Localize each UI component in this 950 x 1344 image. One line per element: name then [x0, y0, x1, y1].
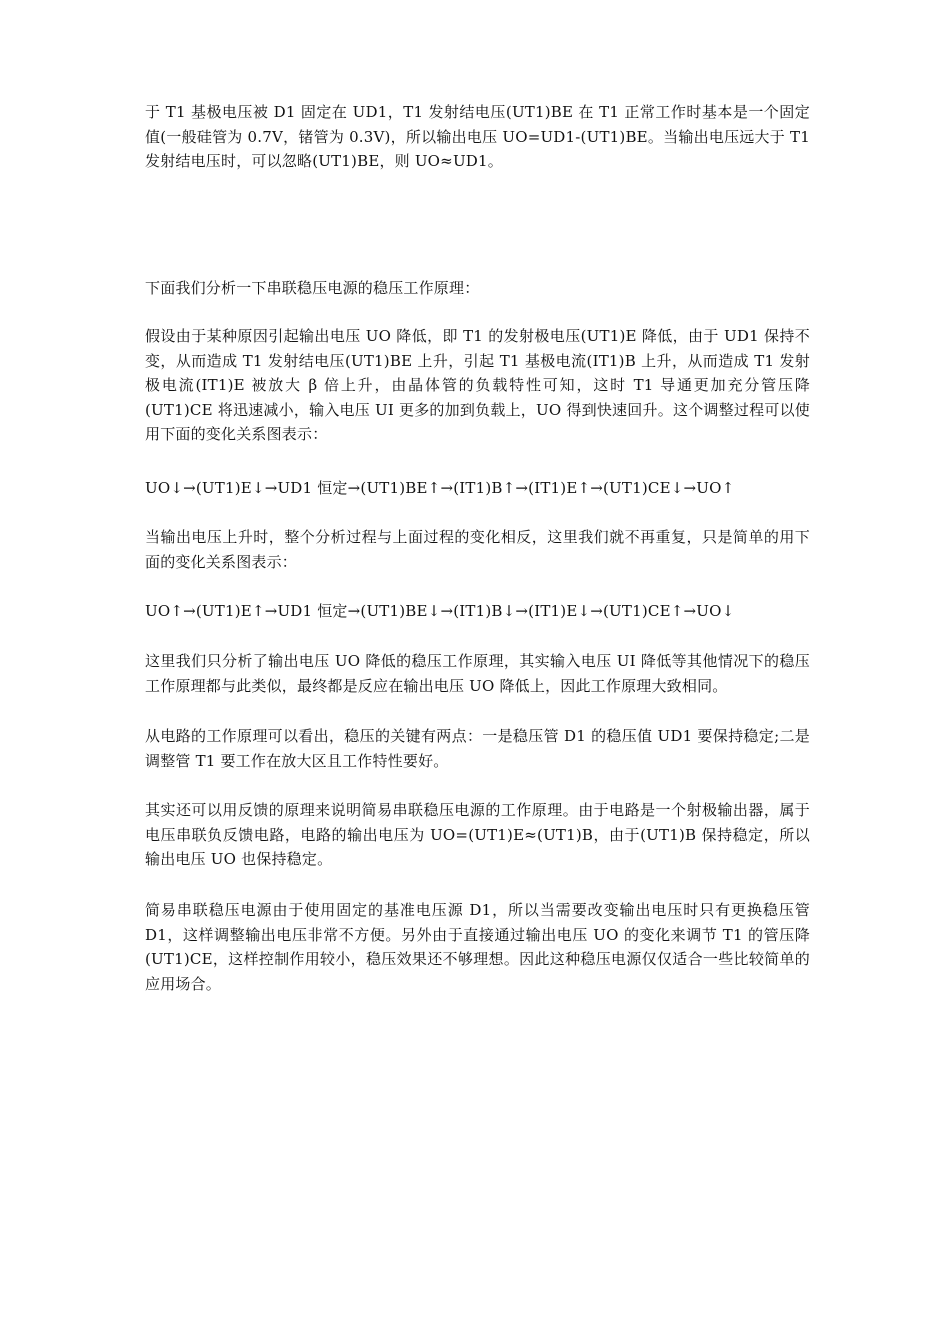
paragraph-feedback-principle: 其实还可以用反馈的原理来说明简易串联稳压电源的工作原理。由于电路是一个射极输出器，属于电压串联负反馈电路，电路的输出电压为 UO=(UT1)E≈(UT1)B，由于(UT1)B 保持稳定，所以输出电压 UO 也保持稳定。 [145, 801, 810, 868]
paragraph-other-cases: 这里我们只分析了输出电压 UO 降低的稳压工作原理，其实输入电压 UI 降低等其他情况下的稳压工作原理都与此类似，最终都是反应在输出电压 UO 降低上，因此工作原理大致相同。 [145, 652, 810, 695]
paragraph-intro: 于 T1 基极电压被 D1 固定在 UD1，T1 发射结电压(UT1)BE 在 T1 正常工作时基本是一个固定值(一般硅管为 0.7V，锗管为 0.3V)，所以输出电压 UO=UD1-(UT1)BE。当输出电压远大于 T1 发射结电压时，可以忽略(UT1)BE，则 UO≈UD1。 [145, 103, 810, 170]
paragraph-relation-chain-rise: UO↑→(UT1)E↑→UD1 恒定→(UT1)BE↓→(IT1)B↓→(IT1)E↓→(UT1)CE↑→UO↓ [145, 602, 735, 620]
paragraph-key-points: 从电路的工作原理可以看出，稳压的关键有两点：一是稳压管 D1 的稳压值 UD1 要保持稳定;二是调整管 T1 要工作在放大区且工作特性要好。 [145, 727, 810, 770]
paragraph-limitations: 简易串联稳压电源由于使用固定的基准电压源 D1，所以当需要改变输出电压时只有更换稳压管 D1，这样调整输出电压非常不方便。另外由于直接通过输出电压 UO 的变化来调节 T1 的管压降(UT1)CE，这样控制作用较小，稳压效果还不够理想。因此这种稳压电源仅仅适合一些比较简单的应用场合。 [145, 901, 810, 993]
paragraph-section-heading: 下面我们分析一下串联稳压电源的稳压工作原理： [145, 279, 480, 297]
paragraph-relation-chain-drop: UO↓→(UT1)E↓→UD1 恒定→(UT1)BE↑→(IT1)B↑→(IT1)E↑→(UT1)CE↓→UO↑ [145, 479, 735, 497]
paragraph-voltage-drop-analysis: 假设由于某种原因引起输出电压 UO 降低，即 T1 的发射极电压(UT1)E 降低，由于 UD1 保持不变，从而造成 T1 发射结电压(UT1)BE 上升，引起 T1 基极电流(IT1)B 上升，从而造成 T1 发射极电流(IT1)E 被放大 β 倍上升，由晶体管的负载特性可知，这时 T1 导通更加充分管压降(UT1)CE 将迅速减小，输入电压 UI 更多的加到负载上，UO 得到快速回升。这个调整过程可以使用下面的变化关系图表示： [145, 327, 810, 443]
paragraph-voltage-rise-analysis: 当输出电压上升时，整个分析过程与上面过程的变化相反，这里我们就不再重复，只是简单的用下面的变化关系图表示： [145, 528, 810, 571]
